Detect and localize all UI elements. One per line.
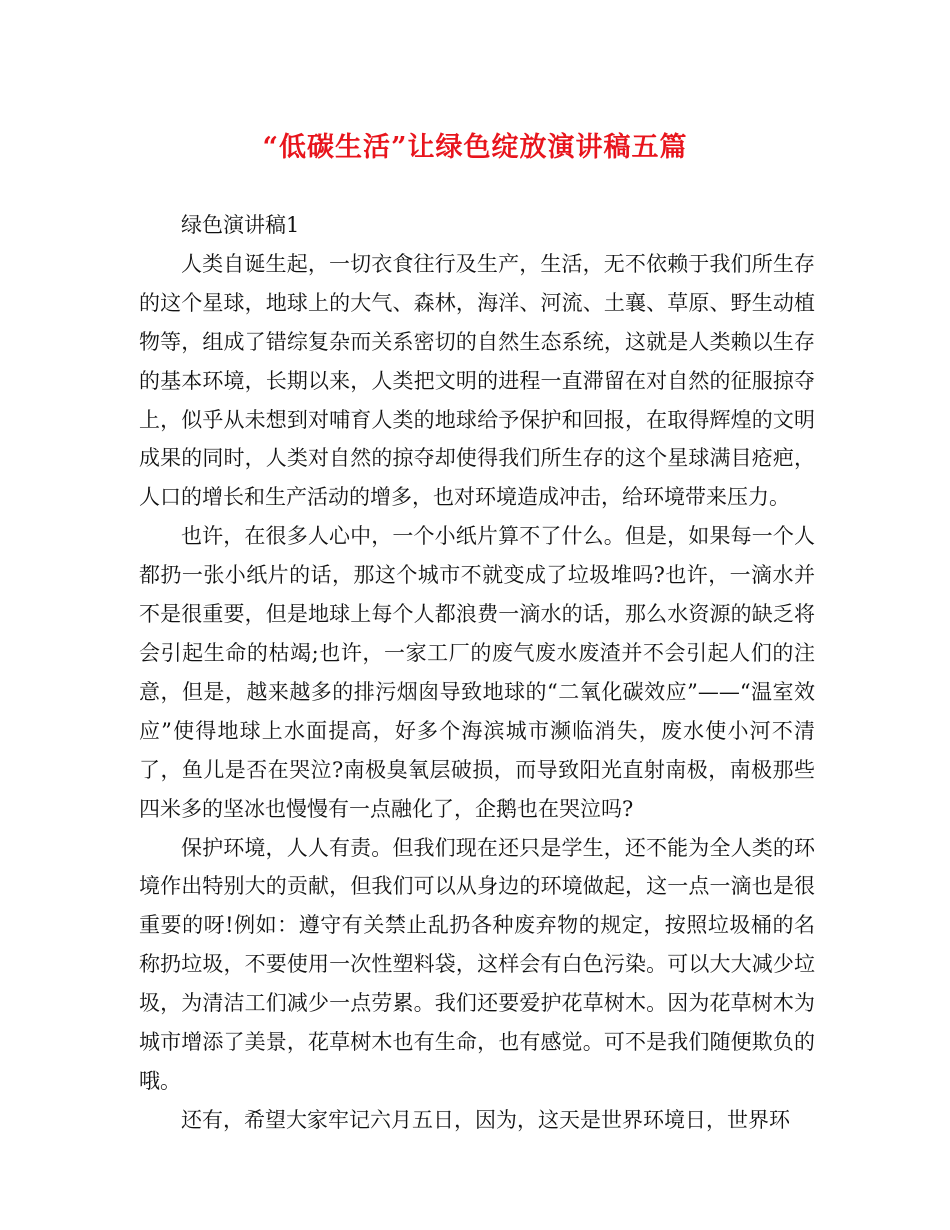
paragraph-1: 人类自诞生起，一切衣食往行及生产，生活，无不依赖于我们所生存的这个星球，地球上的大气、森林，海洋、河流、土襄、草原、野生动植物等，组成了错综复杂而关系密切的自然生态系统，这就是人类赖以生存的基本环境，长期以来，人类把文明的进程一直滞留在对自然的征服掠夺上，似乎从未想到对哺育人类的地球给予保护和回报，在取得辉煌的文明成果的同时，人类对自然的掠夺却使得我们所生存的这个星球满目疮疤，人口的增长和生产活动的增多，也对环境造成冲击，给环境带来压力。 — [139, 251, 815, 510]
paragraph-4: 还有，希望大家牢记六月五日，因为，这天是世界环境日，世界环 — [181, 1107, 790, 1132]
paragraph-2: 也许，在很多人心中，一个小纸片算不了什么。但是，如果每一个人都扔一张小纸片的话，那这个城市不就变成了垃圾堆吗?也许，一滴水并不是很重要，但是地球上每个人都浪费一滴水的话，那么水资源的缺乏将会引起生命的枯竭;也许，一家工厂的废气废水废渣并不会引起人们的注意，但是，越来越多的排污烟囱导致地球的“二氧化碳效应”——“温室效应”使得地球上水面提高，好多个海滨城市濒临消失，废水使小河不清了，鱼儿是否在哭泣?南极臭氧层破损，而导致阳光直射南极，南极那些四米多的坚冰也慢慢有一点融化了，企鹅也在哭泣吗? — [139, 524, 815, 821]
document-body — [139, 206, 815, 1140]
document-title: “低碳生活”让绿色绽放演讲稿五篇 — [262, 132, 688, 163]
section-heading: 绿色演讲稿1 — [181, 213, 300, 237]
paragraph-3: 保护环境，人人有责。但我们现在还只是学生，还不能为全人类的环境作出特别大的贡献，但我们可以从身边的环境做起，这一点一滴也是很重要的呀!例如：遵守有关禁止乱扔各种废弃物的规定，按照垃圾桶的名称扔垃圾，不要使用一次性塑料袋，这样会有白色污染。可以大大减少垃圾，为清洁工们减少一点劳累。我们还要爱护花草树木。因为花草树木为城市增添了美景，花草树木也有生命，也有感觉。可不是我们随便欺负的哦。 — [139, 835, 815, 1093]
